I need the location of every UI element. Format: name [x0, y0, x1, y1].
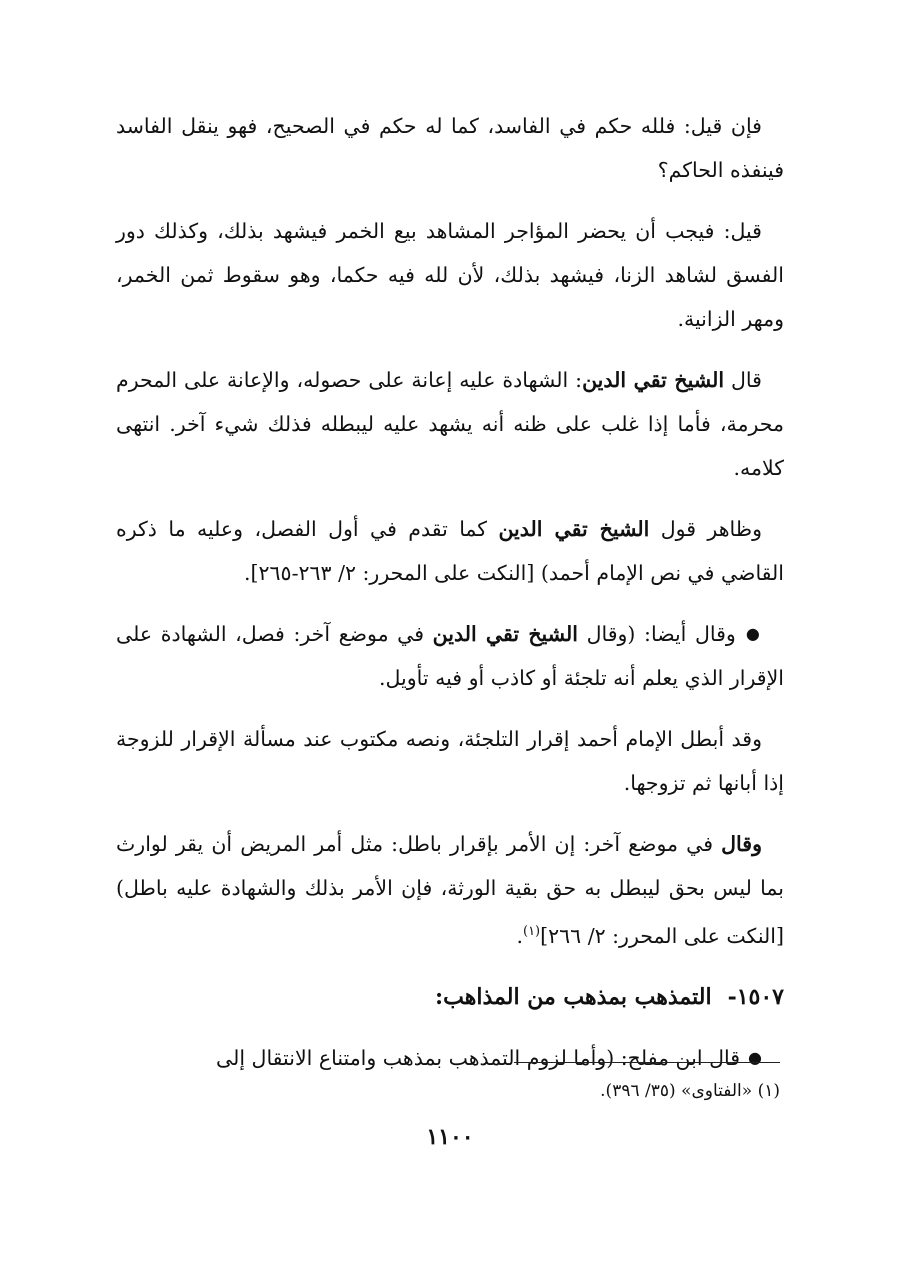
paragraph-text: فإن قيل: فلله حكم في الفاسد، كما له حكم في الصحيح، فهو ينقل الفاسد فينفذه الحاكم؟ [116, 114, 784, 182]
section-title: التمذهب بمذهب من المذاهب: [435, 984, 712, 1010]
paragraph-rest: في موضع آخر: إن الأمر بإقرار باطل: مثل أمر المريض أن يقر لوارث بما ليس بحق ليبطل به حق بقية الورثة، فإن الأمر بذلك والشهادة عليه باطل) [النكت على المحرر: ٢/ ٢٦٦] [116, 832, 784, 948]
bullet-icon: ● [743, 624, 762, 643]
footnote-reference[interactable]: (١) [522, 924, 541, 939]
section-number: ١٥٠٧- [727, 984, 784, 1010]
footnote-1: (١) «الفتاوى» (٣٥/ ٣٩٦). [600, 1081, 780, 1101]
sheikh-name-bold: الشيخ تقي الدين [498, 517, 650, 541]
paragraph-lead: وقال أيضا: (وقال [577, 622, 736, 646]
paragraph-lead-bold: وقال [721, 832, 762, 856]
paragraph-lead: وظاهر قول [649, 517, 762, 541]
paragraph-end: . [516, 924, 523, 948]
paragraph-text: قال ابن مفلح: (وأما لزوم التمذهب بمذهب وامتناع الانتقال إلى [216, 1046, 741, 1070]
paragraph-3 [116, 358, 784, 490]
paragraph-2 [116, 209, 784, 341]
paragraph-text: قيل: فيجب أن يحضر المؤاجر المشاهد بيع الخمر فيشهد بذلك، وكذلك دور الفسق لشاهد الزنا، فيشهد بذلك، لأن لله فيه حكما، وهو سقوط ثمن الخمر، ومهر الزانية. [116, 219, 784, 331]
paragraph-4 [116, 507, 784, 595]
paragraph-7 [116, 822, 784, 958]
paragraph-rest: كما تقدم في أول الفصل، وعليه ما ذكره القاضي في نص الإمام أحمد) [النكت على المحرر: ٢/ ٢٦٣-٢٦٥]. [116, 517, 784, 585]
sheikh-name-bold: الشيخ تقي الدين [432, 622, 578, 646]
page-number: ١١٠٠ [426, 1124, 474, 1150]
section-heading [116, 975, 784, 1019]
footnote-divider [514, 1062, 780, 1063]
paragraph-5 [116, 612, 784, 700]
paragraph-text: وقد أبطل الإمام أحمد إقرار التلجئة، ونصه مكتوب عند مسألة الإقرار للزوجة إذا أبانها ثم تزوجها. [116, 727, 784, 795]
sheikh-name-bold: الشيخ تقي الدين [582, 368, 725, 392]
page-body [116, 104, 784, 1097]
paragraph-8 [116, 1036, 784, 1080]
paragraph-rest: : الشهادة عليه إعانة على حصوله، والإعانة على المحرم محرمة، فأما إذا غلب على ظنه أنه يشهد عليه ليبطله فذلك شيء آخر. انتهى كلامه. [116, 368, 784, 480]
bullet-icon: ● [748, 1048, 762, 1067]
paragraph-6 [116, 717, 784, 805]
paragraph-lead: قال [724, 368, 762, 392]
paragraph-rest: في موضع آخر: فصل، الشهادة على الإقرار الذي يعلم أنه تلجئة أو كاذب أو فيه تأويل. [116, 622, 784, 690]
paragraph-1 [116, 104, 784, 192]
